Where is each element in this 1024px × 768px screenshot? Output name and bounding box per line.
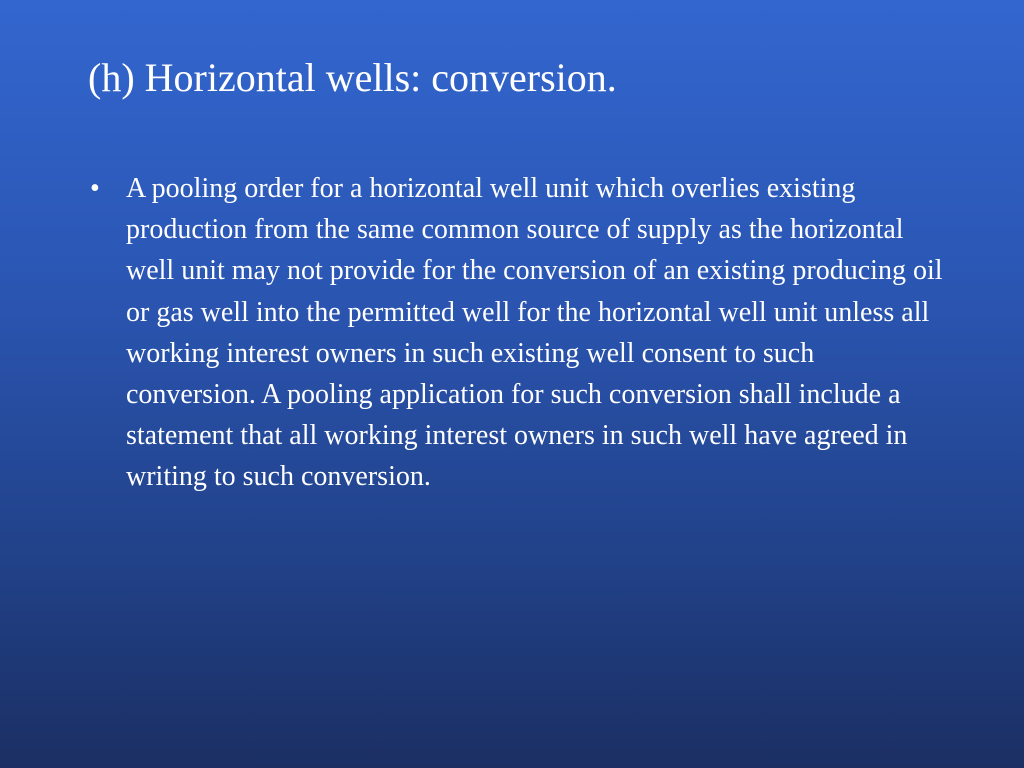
slide-title: (h) Horizontal wells: conversion. (88, 55, 617, 100)
bullet-marker: • (90, 173, 100, 204)
bullet-item (88, 168, 948, 498)
bullet-list (88, 168, 948, 498)
bullet-text: A pooling order for a horizontal well unit which overlies existing production from the same common source of supply as the horizontal well unit may not provide for the conversion of an existing producing oil or gas well into the permitted well for the horizontal well unit unless all working interest owners in such existing well consent to such conversion. A pooling application for such conversion shall include a statement that all working interest owners in such well have agreed in writing to such conversion. (126, 173, 943, 493)
